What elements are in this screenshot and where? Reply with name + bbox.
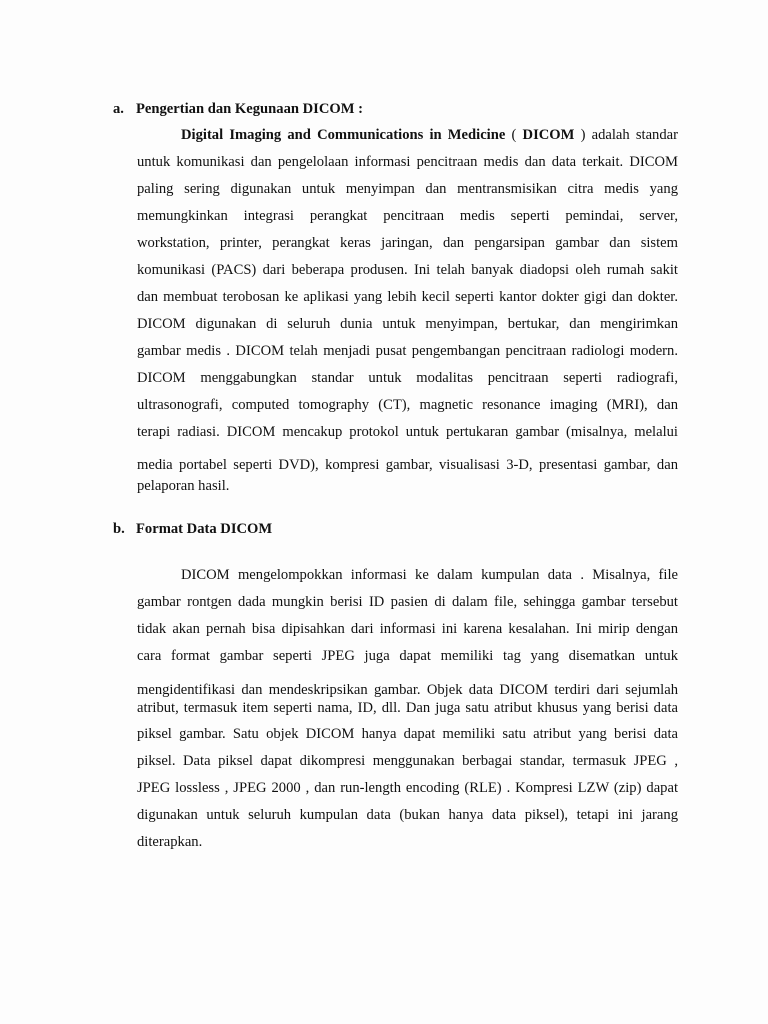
- section-a-letter: a.: [113, 101, 124, 117]
- section-a-heading: [113, 101, 363, 118]
- paragraph-line: pelaporan hasil.: [137, 478, 230, 494]
- lead-acronym: DICOM: [522, 127, 575, 143]
- lead-term: Digital Imaging and Communications in Medicine: [181, 127, 506, 143]
- paragraph-line: terapi radiasi. DICOM mencakup protokol untuk pertukaran gambar (misalnya, melalui: [137, 424, 678, 440]
- paragraph-line: digunakan untuk seluruh kumpulan data (bukan hanya data piksel), tetapi ini jarang: [137, 807, 678, 823]
- lead-rest: ) adalah standar: [574, 127, 678, 143]
- paragraph-line: atribut, termasuk item seperti nama, ID, dll. Dan juga satu atribut khusus yang berisi data: [137, 700, 678, 716]
- paragraph-line: komunikasi (PACS) dari beberapa produsen. Ini telah banyak diadopsi oleh rumah sakit: [137, 262, 678, 278]
- section-b-heading: [113, 521, 272, 538]
- paragraph-line: piksel gambar. Satu objek DICOM hanya dapat memiliki satu atribut yang berisi data: [137, 726, 678, 742]
- paragraph-line: workstation, printer, perangkat keras jaringan, dan pengarsipan gambar dan sistem: [137, 235, 678, 251]
- paragraph-line: dan membuat terobosan ke aplikasi yang lebih kecil seperti kantor dokter gigi dan dokter.: [137, 289, 678, 305]
- paragraph-line: memungkinkan integrasi perangkat pencitraan medis seperti pemindai, server,: [137, 208, 678, 224]
- section-a-title: Pengertian dan Kegunaan DICOM :: [136, 101, 364, 117]
- lead-open: (: [505, 127, 523, 143]
- paragraph-line: DICOM menggabungkan standar untuk modalitas pencitraan seperti radiografi,: [137, 370, 678, 386]
- paragraph-line: gambar medis . DICOM telah menjadi pusat pengembangan pencitraan radiologi modern.: [137, 343, 678, 359]
- paragraph-line: piksel. Data piksel dapat dikompresi menggunakan berbagai standar, termasuk JPEG ,: [137, 753, 678, 769]
- section-a-lead-line: [181, 127, 678, 144]
- section-b-title: Format Data DICOM: [136, 521, 273, 537]
- paragraph-line: ultrasonografi, computed tomography (CT), magnetic resonance imaging (MRI), dan: [137, 397, 678, 413]
- paragraph-line: untuk komunikasi dan pengelolaan informasi pencitraan medis dan data terkait. DICOM: [137, 154, 678, 170]
- paragraph-line: mengidentifikasi dan mendeskripsikan gambar. Objek data DICOM terdiri dari sejumlah: [137, 682, 678, 698]
- paragraph-line: JPEG lossless , JPEG 2000 , dan run-length encoding (RLE) . Kompresi LZW (zip) dapat: [137, 780, 678, 796]
- paragraph-line: diterapkan.: [137, 834, 203, 850]
- section-b-letter: b.: [113, 521, 125, 537]
- paragraph-line: DICOM mengelompokkan informasi ke dalam kumpulan data . Misalnya, file: [181, 567, 678, 583]
- paragraph-line: tidak akan pernah bisa dipisahkan dari informasi ini karena kesalahan. Ini mirip dengan: [137, 621, 678, 637]
- paragraph-line: DICOM digunakan di seluruh dunia untuk menyimpan, bertukar, dan mengirimkan: [137, 316, 678, 332]
- paragraph-line: gambar rontgen dada mungkin berisi ID pasien di dalam file, sehingga gambar tersebut: [137, 594, 678, 610]
- paragraph-line: paling sering digunakan untuk menyimpan dan mentransmisikan citra medis yang: [137, 181, 678, 197]
- paragraph-line: media portabel seperti DVD), kompresi gambar, visualisasi 3-D, presentasi gambar, dan: [137, 457, 678, 473]
- paragraph-line: cara format gambar seperti JPEG juga dapat memiliki tag yang disematkan untuk: [137, 648, 678, 664]
